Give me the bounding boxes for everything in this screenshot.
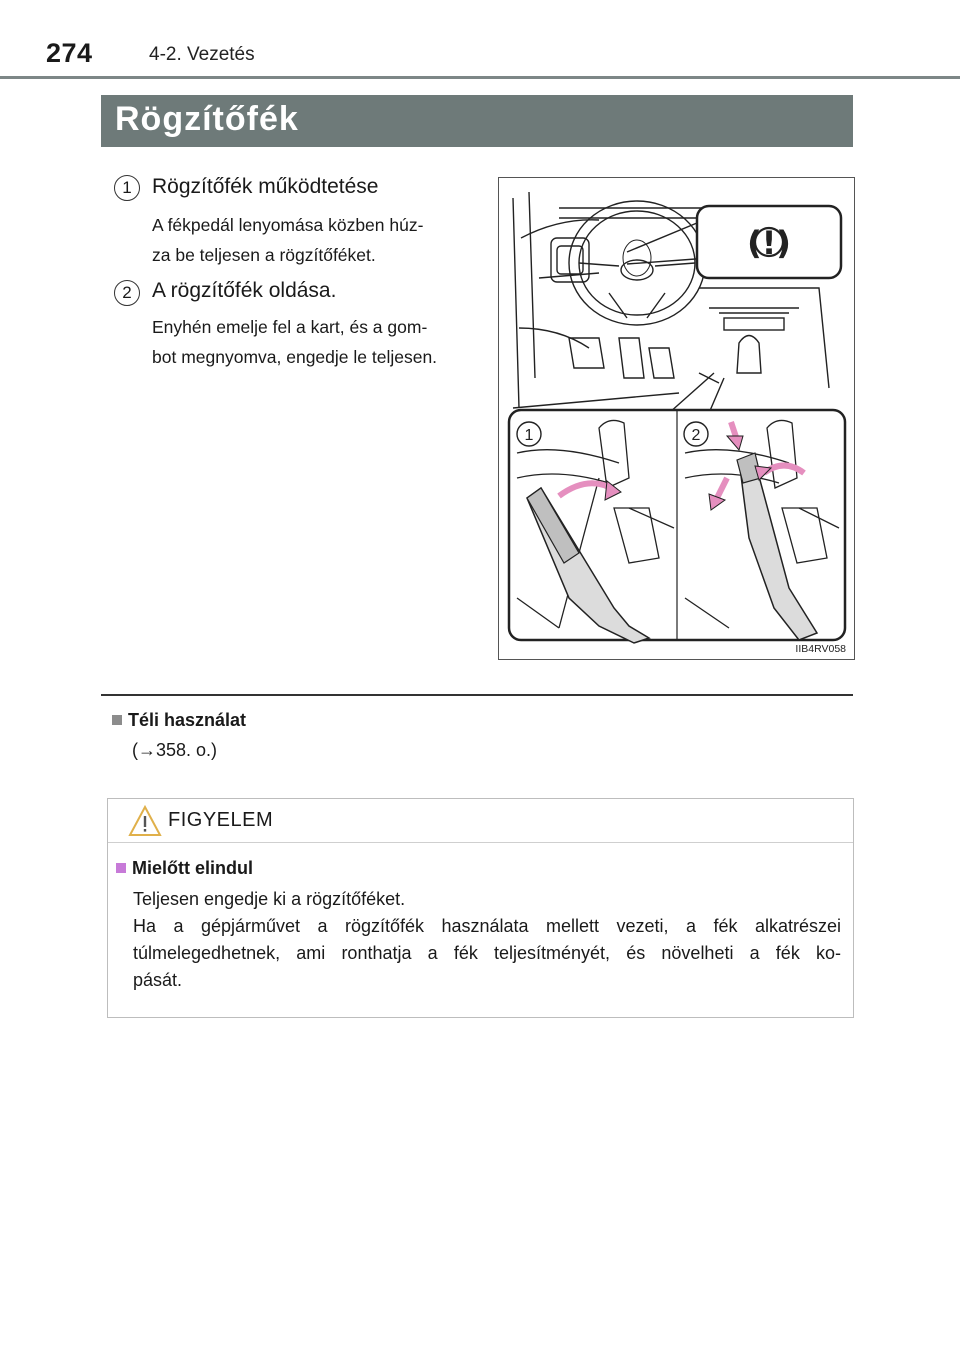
warning-line-4: pását. — [133, 970, 183, 990]
warning-heading — [116, 858, 253, 879]
note-reference: (→358. o.) — [132, 740, 218, 760]
warning-heading-text: Mielőtt elindul — [132, 858, 253, 878]
step-2-body — [152, 312, 470, 372]
warning-label: FIGYELEM — [168, 809, 274, 831]
illustration-drawing — [499, 178, 854, 659]
step-1-title: Rögzítőfék működtetése — [152, 175, 379, 198]
figure-code: IIB4RV058 — [795, 643, 846, 655]
warning-line-1: Teljesen engedje ki a rögzítőféket. — [133, 889, 406, 909]
title-bar — [101, 95, 853, 147]
page-title: Rögzítőfék — [115, 100, 299, 138]
note-square-icon — [112, 715, 122, 725]
parking-brake-illustration — [498, 177, 855, 660]
warning-triangle-icon — [128, 805, 162, 837]
step-2-body-line-1: Enyhén emelje fel a kart, és a gom- — [152, 317, 428, 337]
page-number: 274 — [46, 38, 93, 68]
step-2-title: A rögzítőfék oldása. — [152, 279, 337, 302]
warning-line-3: túlmelegedhetnek, ami ronthatja a fék teljesítményét, és növelheti a fék ko- — [133, 943, 841, 963]
section-reference: 4-2. Vezetés — [149, 44, 255, 65]
figure-callout-1: 1 — [524, 427, 534, 444]
step-1-body-line-2: za be teljesen a rögzítőféket. — [152, 245, 376, 265]
brake-warning-symbol: (!) — [747, 224, 791, 262]
warning-header-rule — [108, 842, 853, 843]
step-1-body — [152, 210, 470, 270]
section-divider — [101, 694, 853, 696]
warning-box — [107, 798, 854, 1018]
header-rule — [0, 76, 960, 79]
step-2-number: 2 — [114, 280, 140, 306]
step-1-number: 1 — [114, 175, 140, 201]
step-1-body-line-1: A fékpedál lenyomása közben húz- — [152, 215, 424, 235]
note-heading — [112, 710, 246, 731]
note-heading-text: Téli használat — [128, 710, 247, 730]
step-2-body-line-2: bot megnyomva, engedje le teljesen. — [152, 347, 438, 367]
warning-line-2: Ha a gépjárművet a rögzítőfék használata mellett vezeti, a fék alkatrészei — [133, 916, 841, 936]
figure-callout-2: 2 — [691, 427, 701, 444]
warning-square-icon — [116, 863, 126, 873]
